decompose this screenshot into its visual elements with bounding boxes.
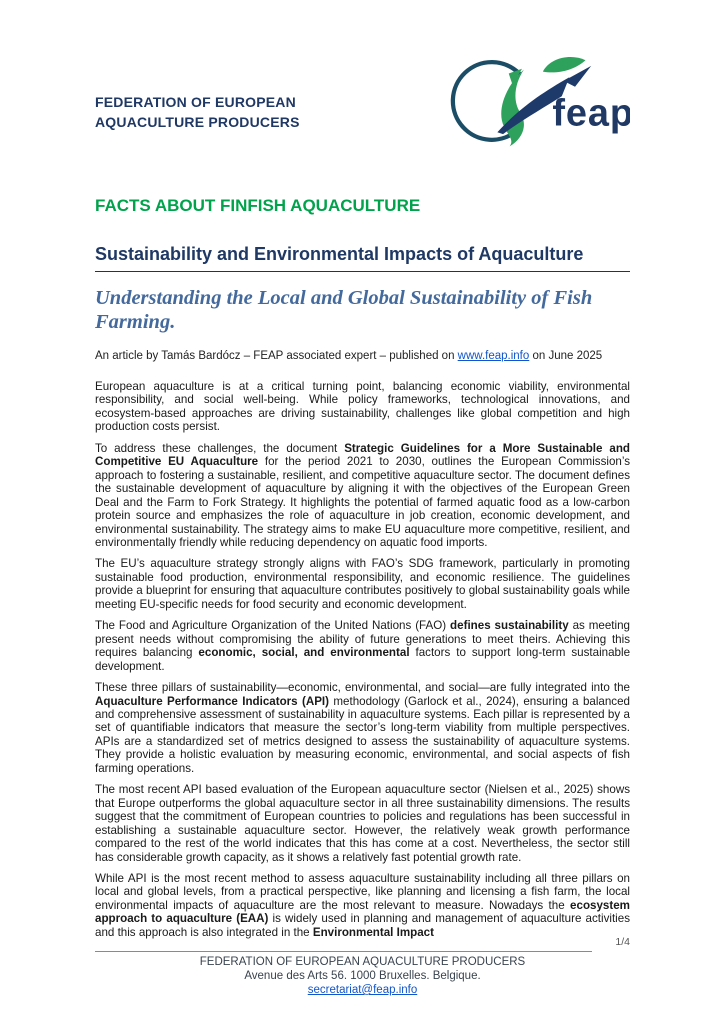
feap-logo-icon (450, 52, 630, 148)
text-run: To address these challenges, the document (95, 441, 345, 455)
article-body (95, 380, 630, 939)
paragraph (95, 442, 630, 550)
text-run: factors to support long-term sustainable development. (95, 646, 631, 673)
byline-suffix: on June 2025 (529, 350, 603, 362)
text-run: The Food and Agriculture Organization of the United Nations (FAO) (95, 619, 451, 633)
paragraph (95, 619, 630, 673)
bold-text-run: Aquaculture Performance Indicators (API) (95, 694, 330, 708)
org-title-line2: AQUACULTURE PRODUCERS (95, 114, 300, 130)
text-run: While API is the most recent method to assess aquaculture sustainability including all three pillars on local and global levels, from a practical perspective, like planning and licensing a fish farm, the local environmental impacts of aquaculture are the most relevant to measure. Nowadays the (95, 871, 630, 912)
paragraph (95, 681, 630, 775)
org-title-line1: FEDERATION OF EUROPEAN (95, 94, 296, 110)
footer-rule (95, 951, 592, 952)
page-number: 1/4 (615, 936, 630, 948)
text-run: These three pillars of sustainability—economic, environmental, and social—are fully integrated into the (95, 681, 630, 695)
byline-prefix: An article by Tamás Bardócz – FEAP associated expert – published on (95, 350, 458, 362)
article-title: Sustainability and Environmental Impacts of Aquaculture (95, 244, 630, 272)
bold-text-run: defines sustainability (450, 619, 569, 633)
footer-org: FEDERATION OF EUROPEAN AQUACULTURE PRODUCERS (199, 956, 526, 968)
text-run: is widely used in planning and management of aquaculture activities and this approach is also integrated in the (95, 912, 630, 939)
org-title (95, 92, 300, 132)
paragraph (95, 783, 630, 864)
article-subtitle: Understanding the Local and Global Sustainability of Fish Farming. (95, 287, 593, 333)
page-header (95, 52, 630, 148)
feap-logo (450, 52, 630, 148)
page-footer (95, 936, 630, 997)
text-run: The EU’s aquaculture strategy strongly aligns with FAO’s SDG framework, particularly in promoting sustainable food production, environmental responsibility, and economic resilience. The guidelines provide a blueprint for ensuring that aquaculture contributes positively to global sustainability goals while meeting EU-specific needs for food security and economic development. (95, 557, 630, 611)
secretariat-email-link[interactable]: secretariat@feap.info (307, 984, 418, 996)
footer-address: Avenue des Arts 56. 1000 Bruxelles. Belgique. (244, 970, 481, 982)
section-heading: FACTS ABOUT FINFISH AQUACULTURE (95, 196, 421, 215)
bold-text-run: economic, social, and environmental (198, 646, 410, 660)
text-run: European aquaculture is at a critical turning point, balancing economic viability, environmental responsibility, and social well-being. While policy frameworks, technological innovations, and ecosystem-based approaches are driving sustainability, challenges like global competition and high production costs persist. (95, 380, 630, 434)
paragraph (95, 557, 630, 611)
bold-text-run: ecosystem approach to aquaculture (EAA) (95, 898, 630, 926)
bold-text-run: Environmental Impact (312, 925, 434, 939)
byline (95, 350, 630, 362)
text-run: for the period 2021 to 2030, outlines the European Commission’s approach to fostering a sustainable, resilient, and competitive aquaculture sector. The document defines the sustainable development of aquaculture by aligning it with the objectives of the European Green Deal and the Farm to Fork Strategy. It highlights the potential of farmed aquatic food as a low-carbon protein source and emphasizes the role of aquaculture in job creation, economic development, and environmental sustainability. The strategy aims to make EU aquaculture more competitive, resilient, and environmentally friendly while reducing dependency on aquatic food imports. (95, 455, 631, 549)
text-run: methodology (Garlock et al., 2024), ensuring a balanced and comprehensive assessment of sustainability in aquaculture systems. Each pillar is represented by a set of quantifiable indicators that measure the sector’s long-term viability from multiple perspectives. APIs are a standardized set of metrics designed to assess the sustainability of aquaculture systems. They provide a holistic evaluation by measuring economic, environmental, and social aspects of fish farming operations. (95, 694, 631, 775)
text-run: as meeting present needs without compromising the ability of future generations to meet theirs. Achieving this requires balancing (95, 619, 630, 660)
paragraph (95, 380, 630, 434)
text-run: The most recent API based evaluation of the European aquaculture sector (Nielsen et al., 2025) shows that Europe outperforms the global aquaculture sector in all three sustainability dimensions. The results suggest that the commitment of European countries to policies and regulations has been successful in establishing a sustainable aquaculture sector. However, the relatively weak growth performance compared to the rest of the world indicates that this has come at a cost. Nevertheless, the sector still has considerable growth capacity, as it shows a relatively fast potential growth rate. (95, 783, 630, 864)
logo-wordmark: feap (552, 92, 630, 135)
paragraph (95, 872, 630, 939)
feap-website-link[interactable]: www.feap.info (457, 350, 530, 362)
bold-text-run: Strategic Guidelines for a More Sustainable and Competitive EU Aquaculture (95, 441, 630, 469)
